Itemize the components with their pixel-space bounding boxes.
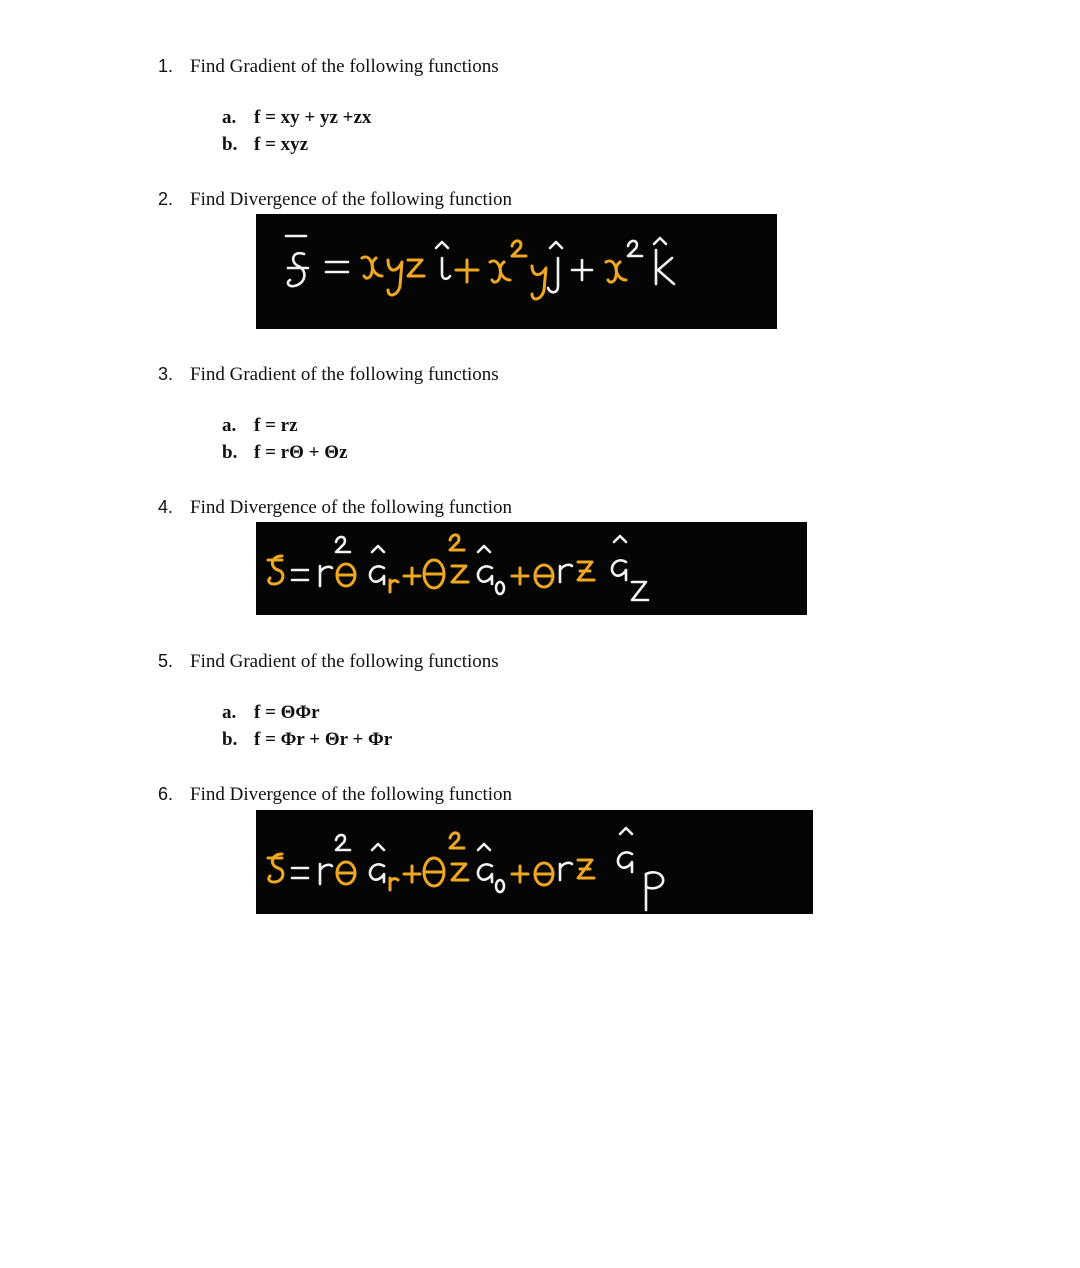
item-expression: f = ΘΦr xyxy=(254,702,320,723)
question-text: Find Divergence of the following function xyxy=(190,784,513,805)
question-number: 5. xyxy=(158,651,174,671)
question-3-item-a xyxy=(222,414,298,438)
question-6 xyxy=(158,782,512,807)
question-3-item-b xyxy=(222,441,347,465)
question-1-item-a xyxy=(222,106,371,130)
item-expression: f = xyz xyxy=(254,134,309,155)
item-label: a. xyxy=(222,702,237,723)
equation-image-q6 xyxy=(256,810,813,914)
item-label: a. xyxy=(222,415,237,436)
handwritten-vector-field-q6 xyxy=(256,810,813,914)
question-1-item-b xyxy=(222,133,308,157)
item-expression: f = Φr + Θr + Φr xyxy=(254,729,393,750)
question-5 xyxy=(158,649,499,674)
question-5-item-b xyxy=(222,728,392,752)
item-expression: f = rΘ + Θz xyxy=(254,442,348,463)
question-2 xyxy=(158,187,512,212)
question-number: 3. xyxy=(158,364,174,384)
handwritten-vector-field-q2 xyxy=(256,214,777,329)
question-text: Find Gradient of the following functions xyxy=(190,364,499,385)
question-3 xyxy=(158,362,499,387)
question-number: 6. xyxy=(158,784,174,804)
question-text: Find Divergence of the following function xyxy=(190,189,513,210)
question-4 xyxy=(158,495,512,520)
question-number: 2. xyxy=(158,189,174,209)
item-label: b. xyxy=(222,134,238,155)
item-label: b. xyxy=(222,442,238,463)
question-1 xyxy=(158,54,499,79)
question-text: Find Gradient of the following functions xyxy=(190,56,499,77)
item-label: b. xyxy=(222,729,238,750)
question-text: Find Gradient of the following functions xyxy=(190,651,499,672)
handwritten-vector-field-q4 xyxy=(256,522,807,615)
question-5-item-a xyxy=(222,701,320,725)
question-text: Find Divergence of the following function xyxy=(190,497,513,518)
question-number: 4. xyxy=(158,497,174,517)
item-expression: f = xy + yz +zx xyxy=(254,107,372,128)
item-expression: f = rz xyxy=(254,415,298,436)
question-number: 1. xyxy=(158,56,174,76)
equation-image-q4 xyxy=(256,522,807,615)
equation-image-q2 xyxy=(256,214,777,329)
item-label: a. xyxy=(222,107,237,128)
